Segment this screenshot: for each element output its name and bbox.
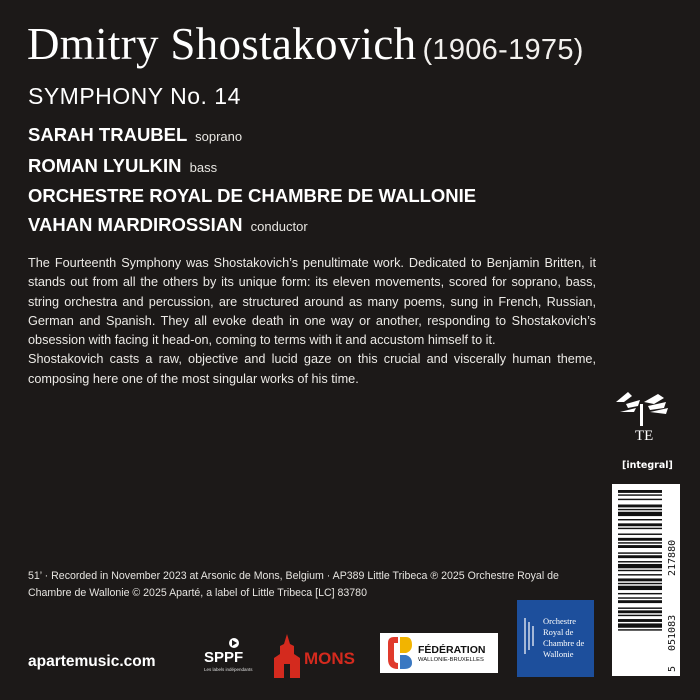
barcode-bar: [618, 629, 662, 630]
performer-soprano: [28, 121, 476, 152]
barcode-bar: [618, 555, 662, 558]
mons-logo: [270, 632, 362, 680]
barcode-bar: [618, 519, 662, 520]
performer-orchestra: [28, 182, 476, 211]
barcode-bar: [618, 586, 662, 590]
mons-logo-text: MONS: [304, 649, 355, 668]
work-title: SYMPHONY No. 14: [28, 83, 241, 109]
fwb-logo-line2: WALLONIE-BRUXELLES: [418, 657, 484, 663]
performer-name: ORCHESTRE ROYAL DE CHAMBRE DE WALLONIE: [28, 185, 477, 206]
barcode-bar: [618, 534, 662, 535]
description-paragraph-1: The Fourteenth Symphony was Shostakovich’s penultimate work. Dedicated to Benjamin Britten, it stands out from all the others by its unique form: its eleven movements, scored for soprano, bass, string orchestra and percussion, are structured around as many poems, sung in French, Russian, German and Spanish. They all evoke death in one way or another, responding to Shostakovich’s obsession with facing it head-on, coming to terms with it and accustom himself to it.: [28, 256, 596, 348]
website-link[interactable]: apartemusic.com: [28, 653, 156, 670]
barcode-bar: [618, 610, 662, 613]
performer-bass: [28, 152, 476, 183]
composer-name-text: Dmitry Shostakovich: [27, 19, 417, 69]
composer-dates: (1906-1975): [422, 34, 584, 66]
barcode-bar: [618, 505, 662, 508]
barcode-digits-group2: 217880: [667, 539, 678, 576]
performer-name: ROMAN LYULKIN: [28, 154, 182, 176]
performer-role: bass: [189, 159, 218, 175]
orchestre-logo-line3: Chambre de: [543, 638, 585, 648]
orchestre-logo: [517, 600, 594, 677]
barcode-bar: [618, 583, 662, 584]
barcode-digits-group1: 051083: [667, 614, 678, 651]
orchestre-logo-line4: Wallonie: [543, 649, 574, 659]
barcode-bar: [618, 593, 662, 594]
performer-conductor: [28, 211, 476, 242]
description: [28, 254, 596, 389]
barcode-bar: [618, 523, 662, 526]
barcode-bar: [618, 619, 662, 622]
barcode-bar: [618, 509, 662, 510]
performer-name: SARAH TRAUBEL: [28, 124, 187, 145]
barcode-bar: [618, 499, 662, 500]
barcode-bar: [618, 561, 662, 562]
barcode-digit-first: 5: [667, 665, 678, 672]
sppf-logo-subtext: Les labels indépendants: [204, 667, 253, 672]
credits: 51’ · Recorded in November 2023 at Arsonic de Mons, Belgium · AP389 Little Tribeca ℗ 2025 Orchestre Royal de Chambre de Wallonie © 2025 Aparté, a label of Little Tribeca [LC] 83780: [28, 570, 559, 599]
barcode-bar: [618, 597, 662, 598]
performers-list: [28, 121, 476, 241]
aparte-logo-icon: [614, 390, 670, 444]
sppf-logo: [204, 637, 254, 677]
barcode-bar: [618, 528, 662, 529]
fwb-logo-line1: FÉDÉRATION: [418, 644, 486, 656]
barcode-bar: [618, 552, 662, 553]
mons-tower-icon: [270, 632, 304, 680]
barcode-bar: [618, 607, 662, 608]
performer-role: conductor: [250, 218, 308, 234]
barcode-bar: [618, 490, 662, 493]
barcode-bar: [618, 615, 662, 616]
barcode-bar: [618, 538, 662, 541]
barcode-bar: [618, 542, 662, 543]
barcode-bar: [618, 494, 662, 495]
performer-name: VAHAN MARDIROSSIAN: [28, 213, 243, 235]
barcode-bar: [618, 545, 662, 548]
barcode-bar: [618, 570, 662, 571]
fwb-emblem-icon: [384, 633, 414, 673]
aparte-logo-text: TE: [635, 428, 654, 444]
composer-name: [27, 18, 584, 70]
sppf-logo-text: SPPF: [204, 649, 244, 666]
integral-label: [integral]: [622, 460, 673, 471]
orchestre-emblem-icon: [523, 616, 543, 656]
barcode-bar: [618, 623, 662, 627]
orchestre-logo-line1: Orchestre: [543, 616, 577, 626]
federation-wallonie-bruxelles-logo: [380, 633, 498, 673]
description-paragraph-2: Shostakovich casts a raw, objective and lucid gaze on this crucial and viscerally human theme, composing here one of the most singular works of his time.: [28, 352, 596, 386]
barcode-bar: [618, 578, 662, 581]
barcode-bar: [618, 564, 662, 568]
barcode-bar: [618, 574, 662, 575]
performer-role: soprano: [195, 129, 243, 144]
orchestre-logo-line2: Royal de: [543, 627, 574, 637]
barcode-bar: [618, 600, 662, 603]
barcode-bar: [618, 512, 662, 516]
barcode: [612, 484, 680, 676]
